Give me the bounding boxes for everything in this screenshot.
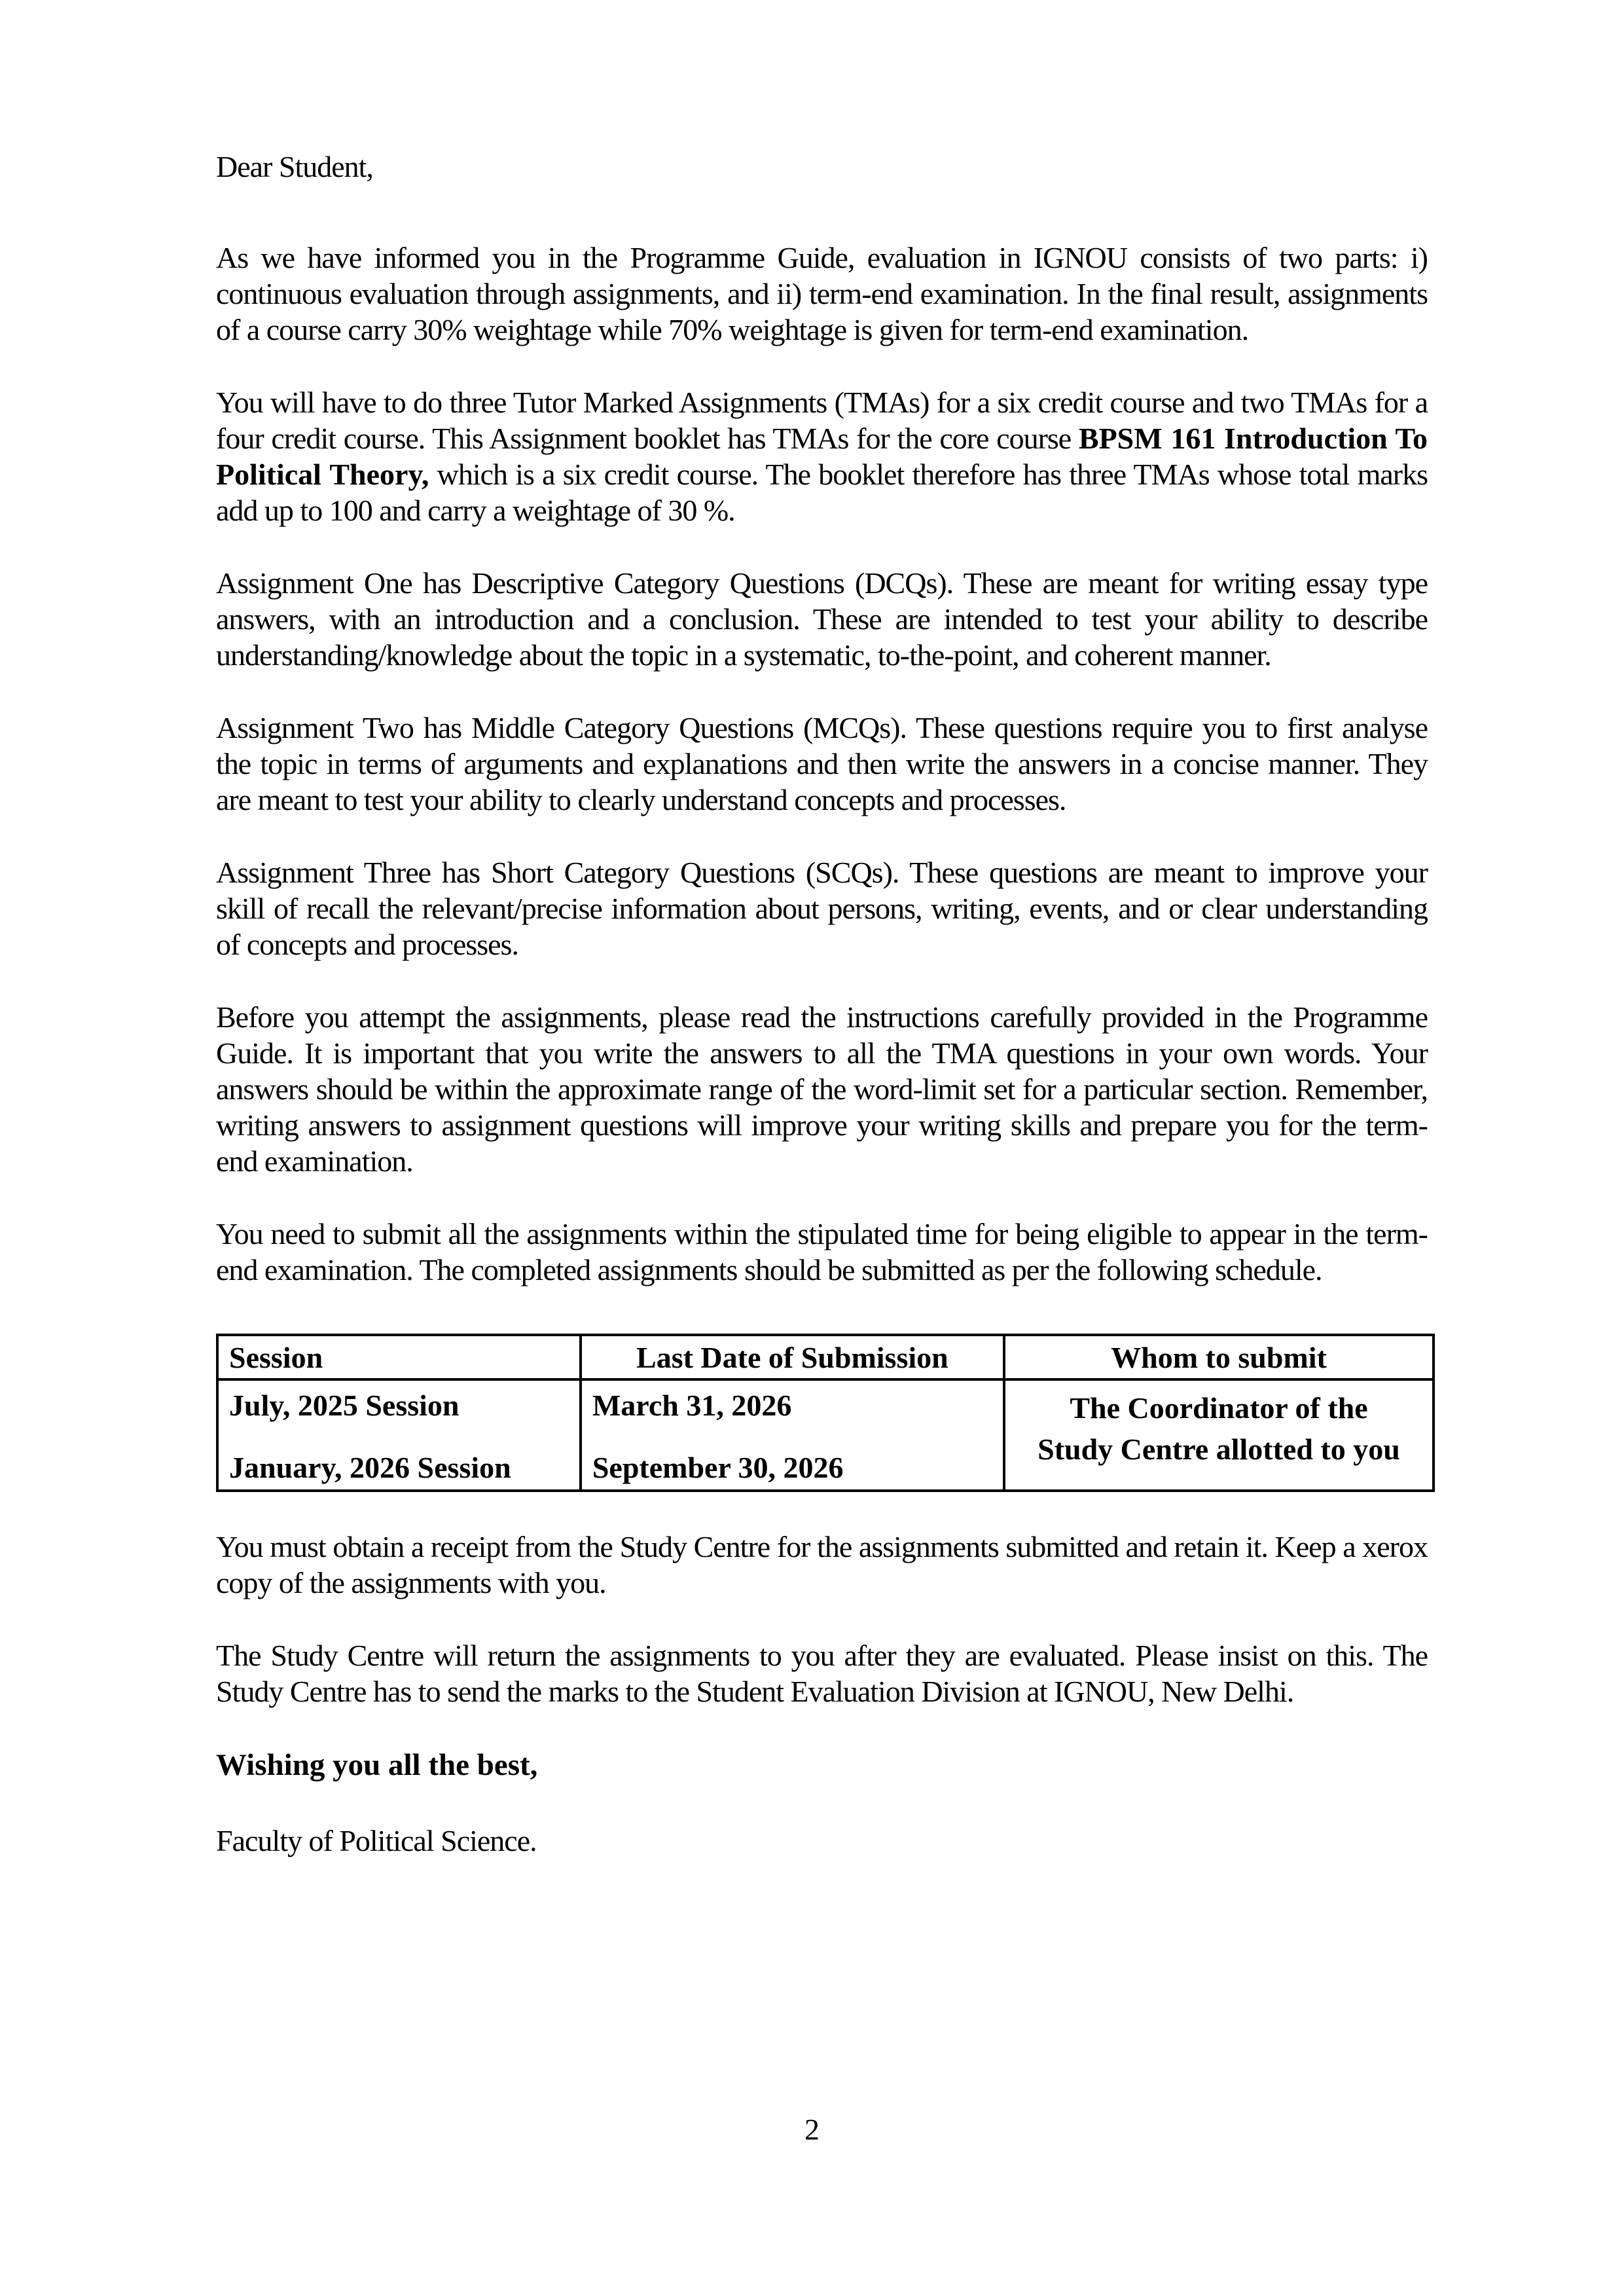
date-entry-september-2026: September 30, 2026 [592, 1451, 844, 1484]
paragraph-return-policy: The Study Centre will return the assignments to you after they are evaluated. Please insist on this. The Study Centre has to send the marks to the Student Evaluation Division at IGNOU, New Delhi. [216, 1639, 1428, 1708]
schedule-table-body [217, 1379, 1434, 1491]
letter-body [216, 149, 1428, 1859]
date-entry-march-2026: March 31, 2026 [592, 1389, 792, 1422]
header-row [217, 1335, 1434, 1379]
paragraph-instructions: Before you attempt the assignments, please read the instructions carefully provided in the Programme Guide. It is important that you write the answers to all the TMA questions in your own words. Your answers should be within the approximate range of the word-limit set for a particular section. Remember, writing answers to assignment questions will improve your writing skills and prepare you for the term-end examination. [216, 1000, 1428, 1178]
session-entry-january-2026: January, 2026 Session [229, 1451, 511, 1484]
paragraph-submission-schedule: You need to submit all the assignments within the stipulated time for being eligible to appear in the term-end examination. The completed assignments should be submitted as per the following schedule. [216, 1217, 1428, 1286]
closing-line: Wishing you all the best, [216, 1748, 538, 1782]
paragraph-assignment-three: Assignment Three has Short Category Questions (SCQs). These questions are meant to improve your skill of recall the relevant/precise information about persons, writing, events, and or clear understanding of concepts and processes. [216, 856, 1428, 961]
paragraph-assignment-one: Assignment One has Descriptive Category Questions (DCQs). These are meant for writing essay type answers, with an introduction and a conclusion. These are intended to test your ability to describe understanding/knowledge about the topic in a systematic, to-the-point, and coherent manner. [216, 566, 1428, 672]
schedule-table-header [217, 1335, 1434, 1379]
paragraph-receipt: You must obtain a receipt from the Study Centre for the assignments submitted and retain it. Keep a xerox copy of the assignments with you. [216, 1530, 1428, 1599]
submission-schedule-table [216, 1334, 1435, 1492]
paragraph-tma-info [216, 384, 1428, 528]
signature-line: Faculty of Political Science. [216, 1824, 537, 1857]
session-entry-july-2025: July, 2025 Session [229, 1389, 460, 1422]
page-number: 2 [804, 2113, 820, 2146]
header-whom-to-submit: Whom to submit [1004, 1335, 1434, 1379]
salutation: Dear Student, [216, 150, 373, 183]
header-last-date: Last Date of Submission [581, 1335, 1004, 1379]
submit-line-1: The Coordinator of the [1070, 1391, 1368, 1425]
cell-last-dates [581, 1379, 1004, 1491]
paragraph-assignment-two: Assignment Two has Middle Category Questions (MCQs). These questions require you to first analyse the topic in terms of arguments and explanations and then write the answers in a concise manner. They are meant to test your ability to clearly understand concepts and processes. [216, 711, 1428, 816]
cell-whom-to-submit [1004, 1379, 1434, 1491]
header-session: Session [217, 1335, 581, 1379]
submit-line-2: Study Centre allotted to you [1038, 1432, 1400, 1466]
cell-sessions [217, 1379, 581, 1491]
paragraph-evaluation: As we have informed you in the Programme Guide, evaluation in IGNOU consists of two parts: i) continuous evaluation through assignments, and ii) term-end examination. In the final result, assignments of a course carry 30% weightage while 70% weightage is given for term-end examination. [216, 241, 1428, 346]
course-code-bold: BPSM 161 Introduction To Political Theory, [216, 422, 1428, 491]
schedule-row [217, 1379, 1434, 1491]
tma-info-text-start: You will have to do three Tutor Marked Assignments (TMAs) for a six credit course and two TMAs for a four credit course. This Assignment booklet has TMAs for the core course [216, 386, 1428, 455]
tma-info-text-end: which is a six credit course. The booklet therefore has three TMAs whose total marks add up to 100 and carry a weightage of 30 %. [216, 458, 1428, 527]
